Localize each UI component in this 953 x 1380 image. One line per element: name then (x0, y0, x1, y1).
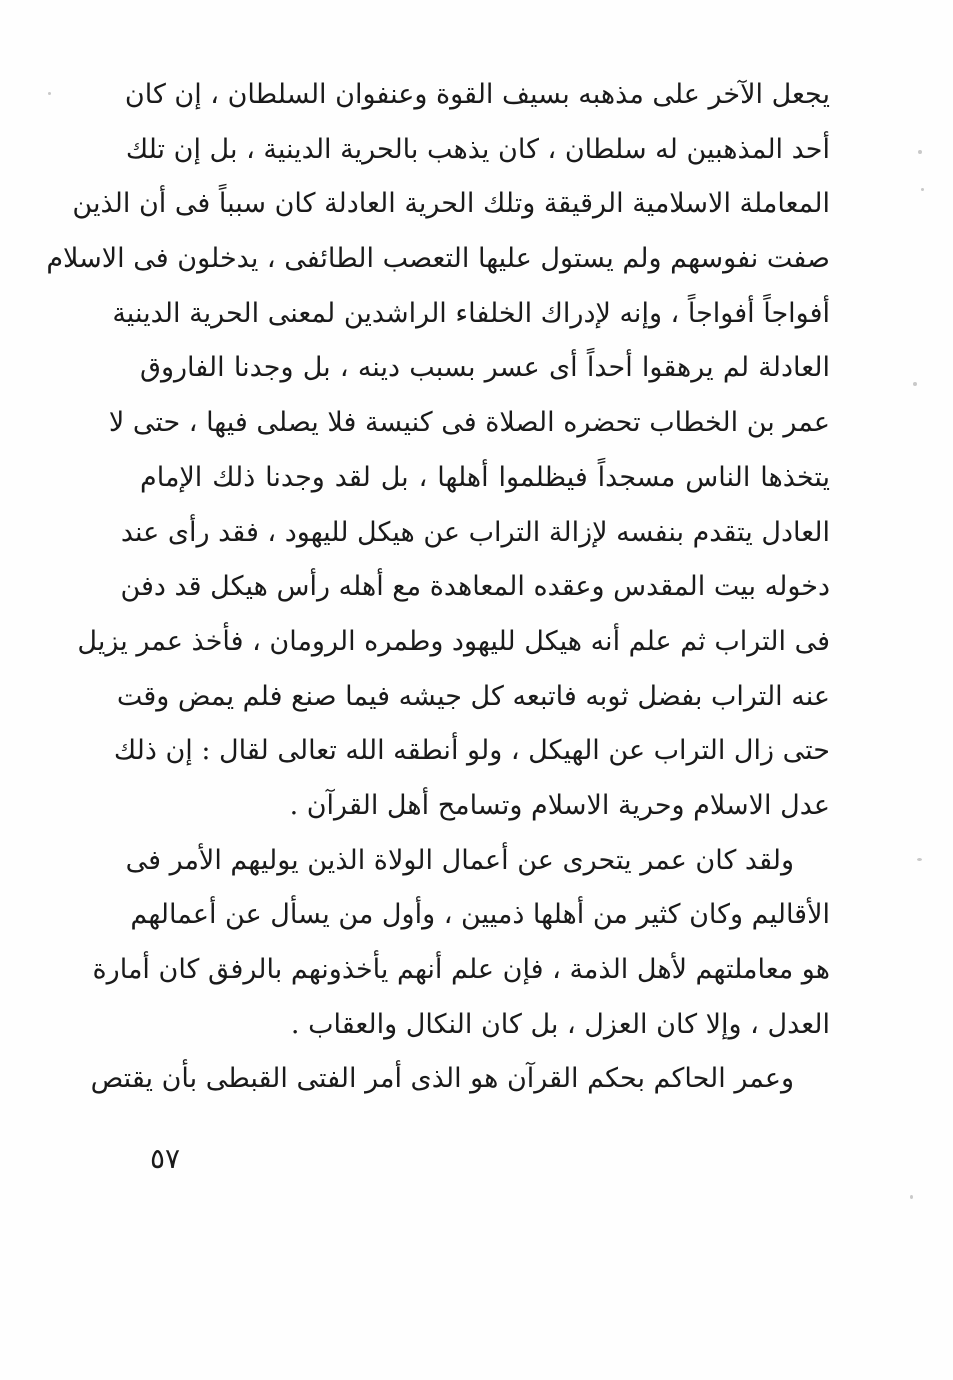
text-line-10: دخوله بيت المقدس وعقده المعاهدة مع أهله رأس هيكل قد دفن (120, 571, 830, 603)
text-line-1: يجعل الآخر على مذهبه بسيف القوة وعنفوان السلطان ، إن كان (124, 79, 830, 110)
text-line-17: هو معاملتهم لأهل الذمة ، فإن علم أنهم يأخذونهم بالرفق كان أمارة (92, 954, 830, 985)
text-line-6: العادلة لم يرهقوا أحداً أى عسر بسبب دينه ، بل وجدنا الفاروق (140, 352, 830, 384)
text-line-9: العادل يتقدم بنفسه لإزالة التراب عن هيكل لليهود ، فقد رأى عند (120, 516, 830, 548)
text-line-5: أفواجاً أفواجاً ، وإنه لإدراك الخلفاء الراشدين لمعنى الحرية الدينية (112, 297, 830, 329)
text-line-11: فى التراب ثم علم أنه هيكل لليهود وطمره الرومان ، فأخذ عمر يزيل (77, 625, 830, 657)
scan-speck (917, 858, 922, 861)
text-line-8: يتخذها الناس مسجداً فيظلموا أهلها ، بل لقد وجدنا ذلك الإمام (140, 461, 830, 493)
text-line-18: العدل ، وإلا كان العزل ، بل كان النكال والعقاب . (290, 1008, 830, 1040)
text-line-12: عنه التراب بفضل ثوبه فاتبعه كل جيشه فيما صنع فلم يمض وقت (116, 680, 830, 712)
text-line-3: المعاملة الاسلامية الرقيقة وتلك الحرية العادلة كان سبباً فى أن الذين (72, 188, 830, 220)
text-line-4: صفت نفوسهم ولم يستول عليها التعصب الطائفى ، يدخلون فى الاسلام (46, 243, 830, 275)
scan-speck (921, 188, 924, 191)
scan-speck (910, 1195, 913, 1199)
page-number: ٥٧ (150, 1142, 181, 1175)
scan-speck (48, 92, 51, 95)
scan-speck (918, 150, 922, 154)
text-line-14: عدل الاسلام وحرية الاسلام وتسامح أهل القرآن . (289, 789, 830, 821)
text-line-2: أحد المذهبين له سلطان ، كان يذهب بالحرية الدينية ، بل إن تلك (125, 133, 830, 165)
text-line-16: الأقاليم وكان كثير من أهلها ذميين ، وأول من يسأل عن أعمالهم (130, 899, 830, 931)
scan-speck (913, 382, 917, 386)
text-line-15: ولقد كان عمر يتحرى عن أعمال الولاة الذين يوليهم الأمر فى (125, 844, 794, 876)
text-line-7: عمر بن الخطاب تحضره الصلاة فى كنيسة فلا يصلى فيها ، حتى لا (108, 407, 830, 439)
text-line-13: حتى زال التراب عن الهيكل ، ولو أنطقه الله تعالى لقال : إن ذلك (113, 735, 830, 767)
body-text (46, 68, 830, 1107)
text-line-19: وعمر الحاكم بحكم القرآن هو الذى أمر الفتى القبطى بأن يقتص (90, 1063, 794, 1095)
